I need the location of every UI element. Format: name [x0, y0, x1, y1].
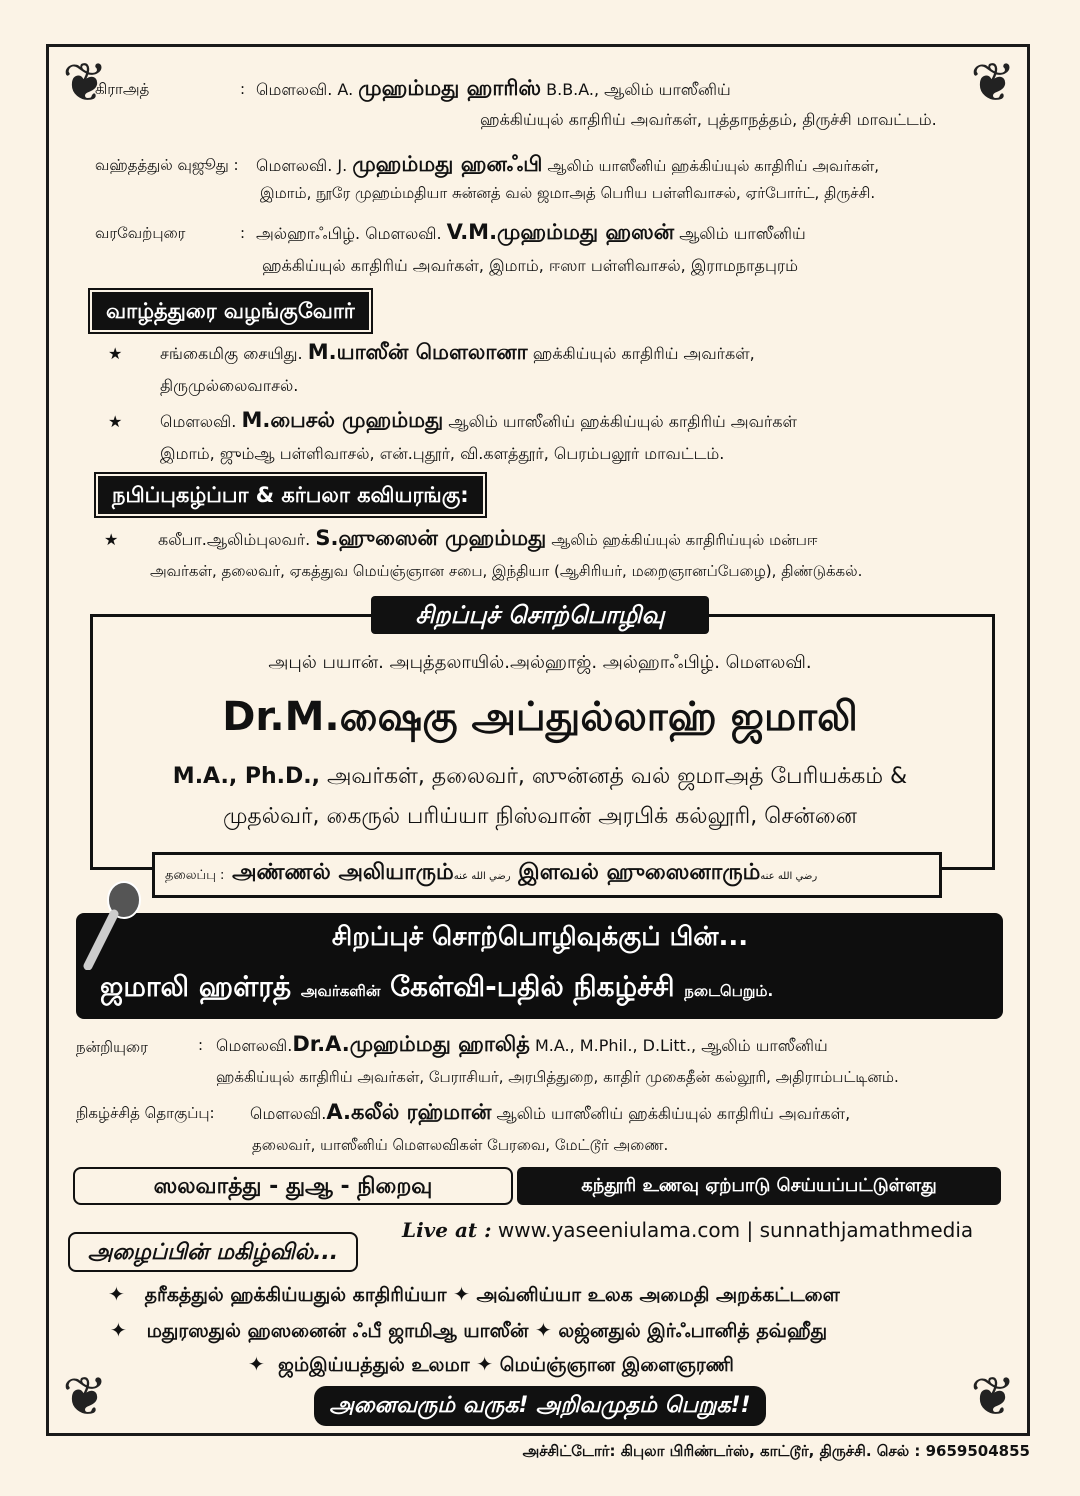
compere-line1 [250, 1100, 850, 1127]
honorific-1: رضي الله عنه [453, 871, 511, 882]
special-box-top-left-rule [90, 614, 371, 617]
greeter1-line2: திருமுல்லைவாசல். [160, 376, 299, 395]
corner-ornament-bottom-right: ❦ [970, 1365, 1016, 1428]
qa-speaker: ஜமாலி ஹள்ரத் [100, 970, 292, 1003]
corner-ornament-top-left: ❦ [62, 51, 108, 114]
orgs-line1 [108, 1282, 840, 1309]
qirath-line2: ஹக்கிய்யுல் காதிரிய் அவர்கள், புத்தாநத்தம், திருச்சி மாவட்டம். [480, 110, 937, 129]
topic-label: தலைப்பு : [165, 868, 225, 883]
greeter2-line2: இமாம், ஜும்ஆ பள்ளிவாசல், என்.புதூர், வி.களத்தூர், பெரம்பலூர் மாவட்டம். [160, 444, 725, 463]
thanks-suffix: M.A., M.Phil., D.Litt., ஆலிம் யாஸீனிய் [534, 1036, 828, 1055]
live-label: Live at : [402, 1218, 492, 1242]
greeter1-star: ★ [108, 344, 123, 363]
poet-star: ★ [104, 530, 119, 549]
compere-suffix: ஆலிம் யாஸீனிய் ஹக்கிய்யுல் காதிரிய் அவர்கள், [496, 1104, 851, 1123]
welcome-colon: : [240, 224, 246, 242]
thanks-label: நன்றியுரை [76, 1038, 148, 1056]
welcome-line1 [256, 220, 806, 247]
orgs-line3 [248, 1352, 734, 1379]
compere-name: A.கலீல் ரஹ்மான் [326, 1100, 492, 1124]
poet-prefix: கலீபா.ஆலிம்புலவர். [158, 530, 311, 549]
closing-box: ஸலவாத்து - துஆ - நிறைவு [73, 1167, 513, 1205]
lecturer-role1: அவர்கள், தலைவர், ஸுன்னத் வல் ஜமாஅத் பேரியக்கம் & [326, 764, 908, 789]
greeting-header: வாழ்த்துரை வழங்குவோர் [92, 292, 369, 330]
qirath-colon: : [240, 80, 246, 98]
greeter2-line1 [160, 408, 797, 435]
qirath-name: முஹம்மது ஹாரிஸ் [358, 76, 542, 100]
live-handle[interactable]: sunnathjamathmedia [759, 1218, 974, 1242]
honorific-2: رضي الله عنه [760, 871, 818, 882]
compere-prefix: மௌலவி. [250, 1104, 327, 1123]
compere-line2: தலைவர், யாஸீனிய் மௌலவிகள் பேரவை, மேட்டூர் அணை. [252, 1136, 669, 1154]
greeter2-prefix: மௌலவி. [160, 412, 237, 431]
greeter2-star: ★ [108, 412, 123, 431]
wahdat-prefix: மௌலவி. J. [256, 156, 348, 175]
greeter1-prefix: சங்கைமிகு சையிது. [160, 344, 303, 363]
qa-line2 [100, 970, 773, 1007]
cross-icon: ✦ [476, 1352, 494, 1376]
org-3: மதுரஸதுல் ஹஸனைன் ஃபீ ஜாமிஆ யாஸீன் [146, 1320, 529, 1342]
welcome-suffix: ஆலிம் யாஸீனிய் [679, 224, 806, 243]
cross-icon: ✦ [110, 1318, 127, 1342]
welcome-prefix: அல்ஹாஃபிழ். மௌலவி. [256, 224, 442, 243]
poem-header: நபிப்புகழ்ப்பா & கர்பலா கவியரங்கு: [98, 476, 483, 514]
lecturer-name: Dr.M.ஷைகு அப்துல்லாஹ் ஜமாலி [222, 694, 858, 740]
thanks-prefix: மௌலவி. [216, 1036, 293, 1055]
org-5: ஜம்இய்யத்துல் உலமா [278, 1354, 470, 1376]
poet-line2: அவர்கள், தலைவர், ஏகத்துவ மெய்ஞ்ஞான சபை, இந்தியா (ஆசிரியர், மறைஞானப்பேழை), திண்டுக்கல். [150, 562, 863, 580]
wahdat-line2: இமாம், நூரே முஹம்மதியா சுன்னத் வல் ஜமாஅத் பெரிய பள்ளிவாசல், ஏர்போர்ட், திருச்சி. [260, 184, 876, 202]
cross-icon: ✦ [453, 1282, 470, 1306]
food-notice: கந்தூரி உணவு ஏற்பாடு செய்யப்பட்டுள்ளது [517, 1167, 1001, 1205]
cross-icon: ✦ [108, 1282, 125, 1306]
welcome-name: V.M.முஹம்மது ஹஸன் [446, 220, 675, 244]
thanks-line1 [216, 1032, 828, 1059]
live-line [402, 1218, 973, 1242]
thanks-name: Dr.A.முஹம்மது ஹாலித் [292, 1032, 530, 1056]
special-box-top-right-rule [709, 614, 995, 617]
greeter1-suffix: ஹக்கிய்யுல் காதிரிய் அவர்கள், [532, 344, 755, 363]
lecturer-prefix: அபுல் பயான். அபுத்தலாயில்.அல்ஹாஜ். அல்ஹாஃபிழ். மௌலவி. [268, 652, 812, 673]
topic-part2: இளவல் ஹுஸைனாரும் [518, 860, 761, 885]
thanks-line2: ஹக்கிய்யுல் காதிரிய் அவர்கள், பேராசியர், அரபித்துறை, காதிர் முகைதீன் கல்லூரி, அதிராம்பட்டினம். [216, 1068, 899, 1086]
qirath-suffix: B.B.A., ஆலிம் யாஸீனிய் [546, 80, 731, 99]
welcome-label: வரவேற்புரை [95, 224, 186, 242]
wahdat-name: முஹம்மது ஹனஃபி [352, 152, 543, 176]
org-4: லஜ்னதுல் இர்ஃபானித் தவ்ஹீது [558, 1320, 828, 1342]
compere-label: நிகழ்ச்சித் தொகுப்பு: [76, 1104, 215, 1122]
lecturer-line3 [0, 764, 1080, 792]
cross-icon: ✦ [535, 1318, 552, 1342]
greeter1-name: M.யாஸீன் மௌலானா [307, 340, 528, 364]
org-1: தரீகத்துல் ஹக்கிய்யதுல் காதிரிய்யா [144, 1284, 447, 1306]
wahdat-label: வஹ்தத்துல் வுஜூது : [95, 156, 239, 174]
corner-ornament-top-right: ❦ [970, 51, 1016, 114]
lecturer-line4: முதல்வர், கைருல் பரிய்யா நிஸ்வான் அரபிக் கல்லூரி, சென்னை [222, 804, 858, 829]
orgs-line2 [110, 1318, 827, 1345]
all-welcome-banner: அனைவரும் வருக! அறிவமுதம் பெறுக!! [314, 1386, 766, 1426]
qirath-label: கிராஅத் [95, 80, 150, 98]
live-website[interactable]: www.yaseeniulama.com [497, 1218, 741, 1242]
topic-part1: அண்ணல் அலியாரும் [232, 860, 454, 885]
topic-line [165, 860, 817, 888]
greeter2-name: M.பைசல் முஹம்மது [241, 408, 444, 432]
poet-name: S.ஹுஸைன் முஹம்மது [315, 526, 547, 550]
special-lecture-title: சிறப்புச் சொற்பொழிவு [371, 596, 709, 634]
cross-icon: ✦ [248, 1352, 265, 1376]
lecturer-degrees: M.A., Ph.D., [172, 764, 320, 789]
qirath-line1 [256, 76, 731, 103]
greeter1-line1 [160, 340, 755, 367]
printer-credit: அச்சிட்டோர்: கிபுலா பிரிண்டர்ஸ், காட்டூர், திருச்சி. செல் : 9659504855 [522, 1442, 1030, 1460]
thanks-colon: : [198, 1036, 204, 1054]
qa-will-happen: நடைபெறும். [684, 982, 774, 1000]
corner-ornament-bottom-left: ❦ [62, 1365, 108, 1428]
poet-line1 [158, 526, 817, 553]
invite-header: அழைப்பின் மகிழ்வில்... [68, 1232, 358, 1272]
wahdat-suffix: ஆலிம் யாஸீனிய் ஹக்கிய்யுல் காதிரிய் அவர்கள், [547, 157, 880, 175]
poet-suffix: ஆலிம் ஹக்கிய்யுல் காதிரிய்யுல் மன்பஈ [551, 531, 818, 549]
wahdat-line1 [256, 152, 879, 179]
org-2: அவ்னிய்யா உலக அமைதி அறக்கட்டளை [476, 1284, 840, 1306]
org-6: மெய்ஞ்ஞான இளைஞரணி [499, 1354, 734, 1376]
greeter2-suffix: ஆலிம் யாஸீனிய் ஹக்கிய்யுல் காதிரிய் அவர்கள் [448, 412, 797, 431]
welcome-line2: ஹக்கிய்யுல் காதிரிய் அவர்கள், இமாம், ஈஸா பள்ளிவாசல், இராமநாதபுரம் [262, 256, 799, 275]
qirath-prefix: மௌலவி. A. [256, 80, 354, 99]
qa-event: கேள்வி-பதில் நிகழ்ச்சி [390, 970, 675, 1003]
qa-line1: சிறப்புச் சொற்பொழிவுக்குப் பின்... [331, 922, 749, 952]
qa-their: அவர்களின் [300, 982, 381, 1000]
live-separator: | [746, 1218, 754, 1242]
